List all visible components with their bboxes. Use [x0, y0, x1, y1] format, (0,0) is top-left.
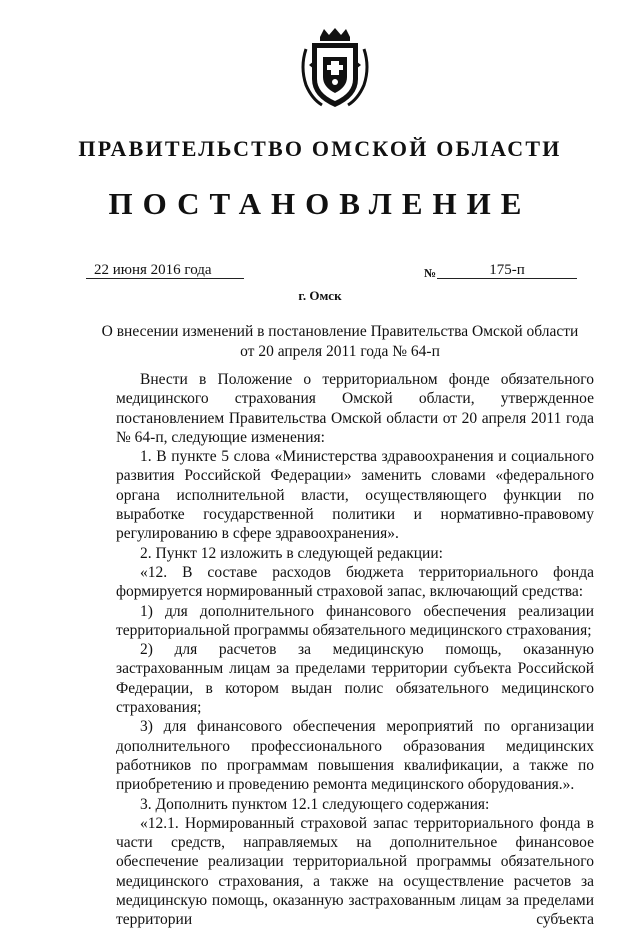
document-city: г. Омск [298, 288, 342, 303]
body-paragraph-item-1: 1. В пункте 5 слова «Министерства здравоохранения и социального развития Российской Федерации» заменить словами «федерального органа исполнительной власти, осуществляющего функции по выработке государственной политики и нормативно-правовому регулированию в сфере здравоохранения». [116, 448, 594, 543]
body-paragraph-item-2: 2. Пункт 12 изложить в следующей редакции: [140, 544, 443, 562]
body-paragraph-item-3: 3. Дополнить пунктом 12.1 следующего содержания: [140, 795, 490, 813]
subject-line-2: от 20 апреля 2011 года № 64-п [240, 343, 440, 360]
document-body [116, 370, 594, 930]
document-number-label: № [424, 266, 437, 280]
body-paragraph-subitem-2: 2) для расчетов за медицинскую помощь, оказанную застрахованным лицам за пределами территории субъекта Российской Федерации, в котором выдан полис обязательного медицинского страхования; [116, 641, 594, 717]
coat-of-arms-emblem [298, 27, 372, 109]
body-paragraph-subitem-3: 3) для финансового обеспечения мероприятий по организации дополнительного профессионального образования медицинских работников по программам повышения квалификации, а также по приобретению и проведению ремонта медицинского оборудования.». [116, 718, 594, 794]
document-number: 175-п [437, 262, 577, 279]
body-paragraph-intro: Внести в Положение о территориальном фонде обязательного медицинского страхования Омской области, утвержденное постановлением Правительства Омской области от 20 апреля 2011 года № 64-п, следующие изменения: [116, 371, 594, 446]
document-type-title: ПОСТАНОВЛЕНИЕ [108, 186, 532, 221]
body-paragraph-subitem-1: 1) для дополнительного финансового обеспечения реализации территориальной программы обязательного медицинского страхования; [116, 602, 594, 639]
subject-line-1: О внесении изменений в постановление Правительства Омской области [101, 323, 579, 340]
body-paragraph-quote-12-1: «12.1. Нормированный страховой запас территориального фонда в части средств, направляемых на дополнительное финансовое обеспечение реализации территориальной программы обязательного медицинского страхования, а также на осуществление расчетов за медицинскую помощь, оказанную застрахованным лицам за пределами территории субъекта [116, 814, 594, 929]
body-paragraph-quote-12: «12. В составе расходов бюджета территориального фонда формируется нормированный страховой запас, включающий средства: [116, 563, 594, 601]
document-subject [100, 322, 580, 362]
organization-title: ПРАВИТЕЛЬСТВО ОМСКОЙ ОБЛАСТИ [78, 136, 562, 161]
document-date: 22 июня 2016 года [86, 262, 244, 279]
